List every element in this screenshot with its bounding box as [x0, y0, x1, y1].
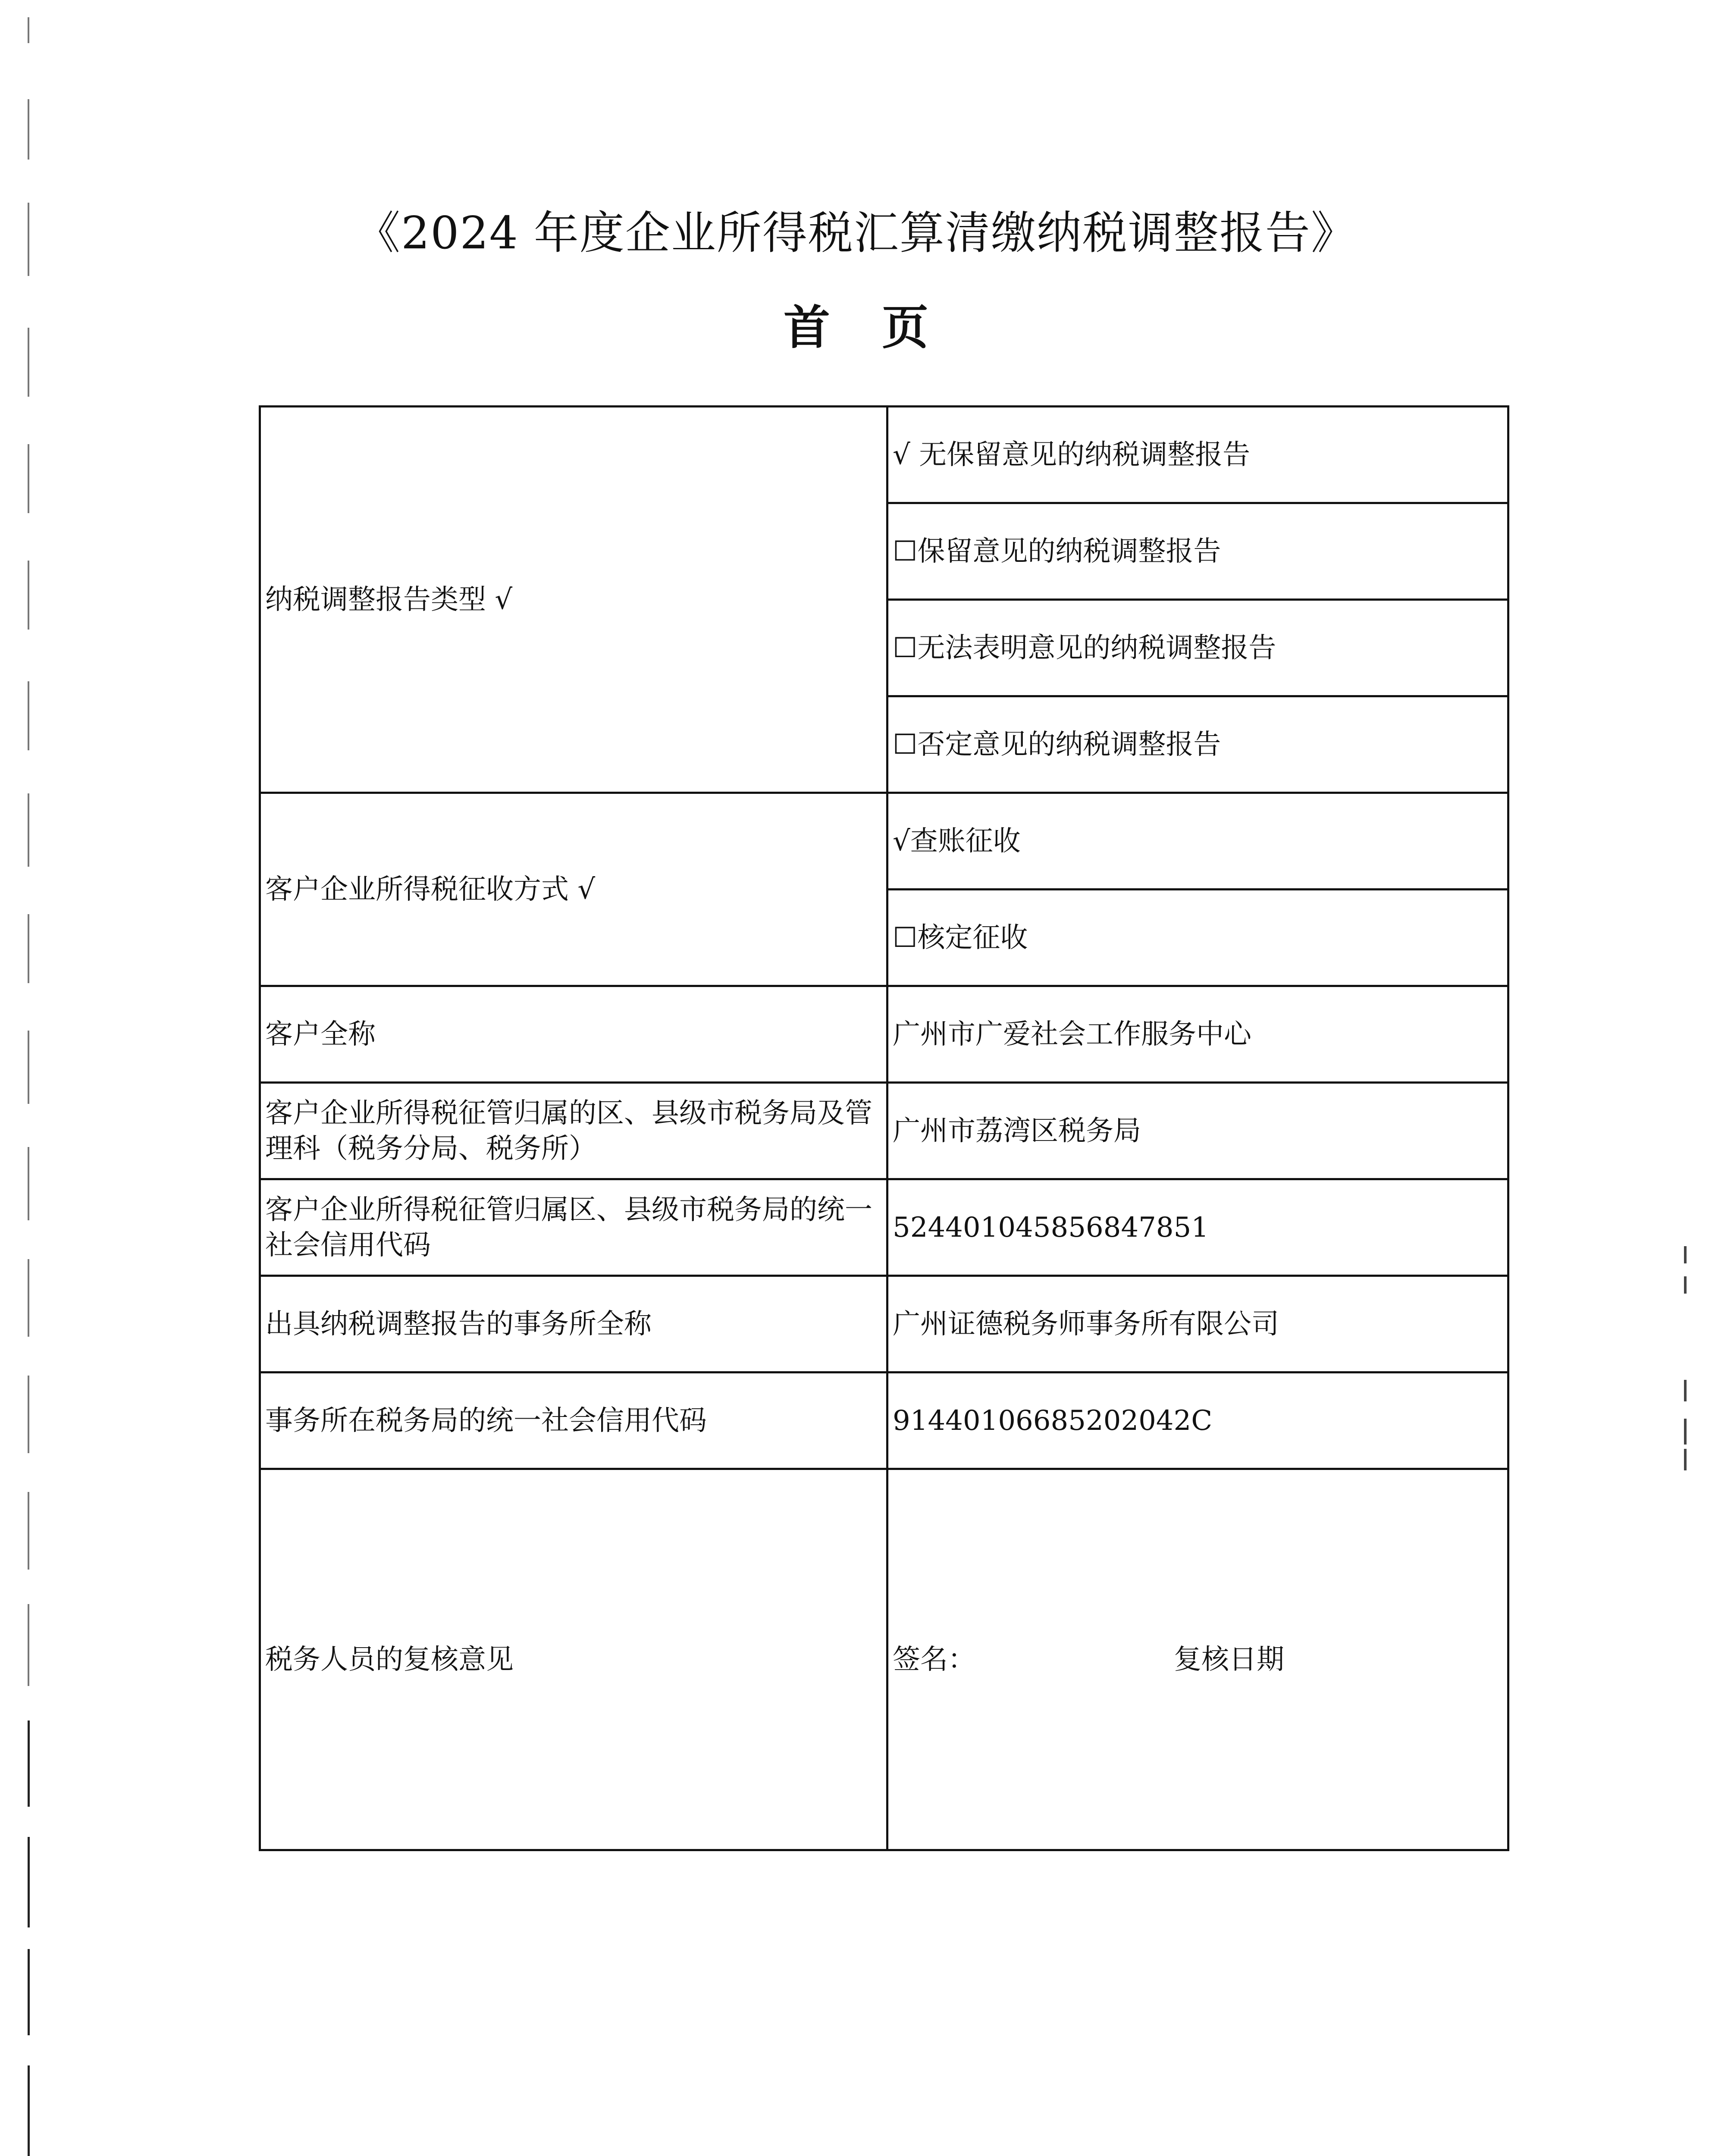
scan-artifact	[28, 1259, 29, 1337]
scan-artifact	[1684, 1449, 1687, 1470]
scan-artifact	[1684, 1419, 1687, 1445]
firm-name-label: 出具纳税调整报告的事务所全称	[260, 1276, 887, 1373]
table-row	[260, 986, 1508, 1083]
table-row	[260, 1276, 1508, 1373]
table-row	[260, 1179, 1508, 1276]
scan-artifact	[28, 17, 29, 43]
review-signature-cell	[887, 1469, 1508, 1850]
document-title: 《2024 年度企业所得税汇算清缴纳税调整报告》	[355, 207, 1357, 259]
firm-credit-code-value: 91440106685202042C	[887, 1373, 1508, 1469]
scan-artifact	[28, 914, 29, 983]
report-type-label: 纳税调整报告类型 √	[260, 407, 887, 793]
scan-artifact	[28, 1147, 29, 1220]
tax-bureau-value: 广州市荔湾区税务局	[887, 1083, 1508, 1179]
client-name-value: 广州市广爱社会工作服务中心	[887, 986, 1508, 1083]
collection-method-option-assessed: ☐核定征收	[887, 890, 1508, 986]
heading-char-right: 页	[882, 301, 929, 355]
table-row	[260, 1083, 1508, 1179]
tax-bureau-label: 客户企业所得税征管归属的区、县级市税务局及管理科（税务分局、税务所）	[260, 1083, 887, 1179]
client-credit-code-value: 524401045856847851	[887, 1179, 1508, 1276]
scan-artifact	[1684, 1276, 1687, 1294]
scan-artifact	[28, 1837, 30, 1927]
scan-artifact	[1684, 1380, 1687, 1401]
client-name-label: 客户全称	[260, 986, 887, 1083]
scan-artifact	[28, 1604, 29, 1686]
report-table	[259, 405, 1509, 1851]
report-type-option-adverse: ☐否定意见的纳税调整报告	[887, 696, 1508, 793]
table-row	[260, 1469, 1508, 1850]
report-type-option-unqualified: √ 无保留意见的纳税调整报告	[887, 407, 1508, 503]
collection-method-label: 客户企业所得税征收方式 √	[260, 793, 887, 986]
scan-artifact	[28, 444, 29, 513]
page-heading	[0, 298, 1712, 358]
review-opinion-label: 税务人员的复核意见	[260, 1469, 887, 1850]
scan-artifact	[28, 793, 29, 867]
table-row	[260, 1373, 1508, 1469]
scan-artifact	[28, 1949, 30, 2035]
scan-artifact	[28, 1720, 30, 1807]
collection-method-option-audit: √查账征收	[887, 793, 1508, 890]
table-row	[260, 407, 1508, 503]
scan-artifact	[28, 561, 29, 630]
heading-char-left: 首	[783, 301, 830, 355]
scan-artifact	[1684, 1246, 1687, 1263]
client-credit-code-label: 客户企业所得税征管归属区、县级市税务局的统一社会信用代码	[260, 1179, 887, 1276]
report-type-option-qualified: ☐保留意见的纳税调整报告	[887, 503, 1508, 600]
scan-artifact	[28, 1376, 29, 1453]
firm-credit-code-label: 事务所在税务局的统一社会信用代码	[260, 1373, 887, 1469]
scan-artifact	[28, 1492, 29, 1570]
scan-artifact	[28, 99, 29, 160]
firm-name-value: 广州证德税务师事务所有限公司	[887, 1276, 1508, 1373]
signature-label: 签名：	[893, 1643, 975, 1676]
table-row	[260, 793, 1508, 890]
report-type-option-disclaimer: ☐无法表明意见的纳税调整报告	[887, 600, 1508, 696]
scan-artifact	[28, 681, 29, 750]
scan-artifact	[28, 2065, 30, 2156]
scan-artifact	[28, 1031, 29, 1104]
review-date-label: 复核日期	[1174, 1643, 1284, 1676]
signature-line	[893, 1642, 1503, 1677]
